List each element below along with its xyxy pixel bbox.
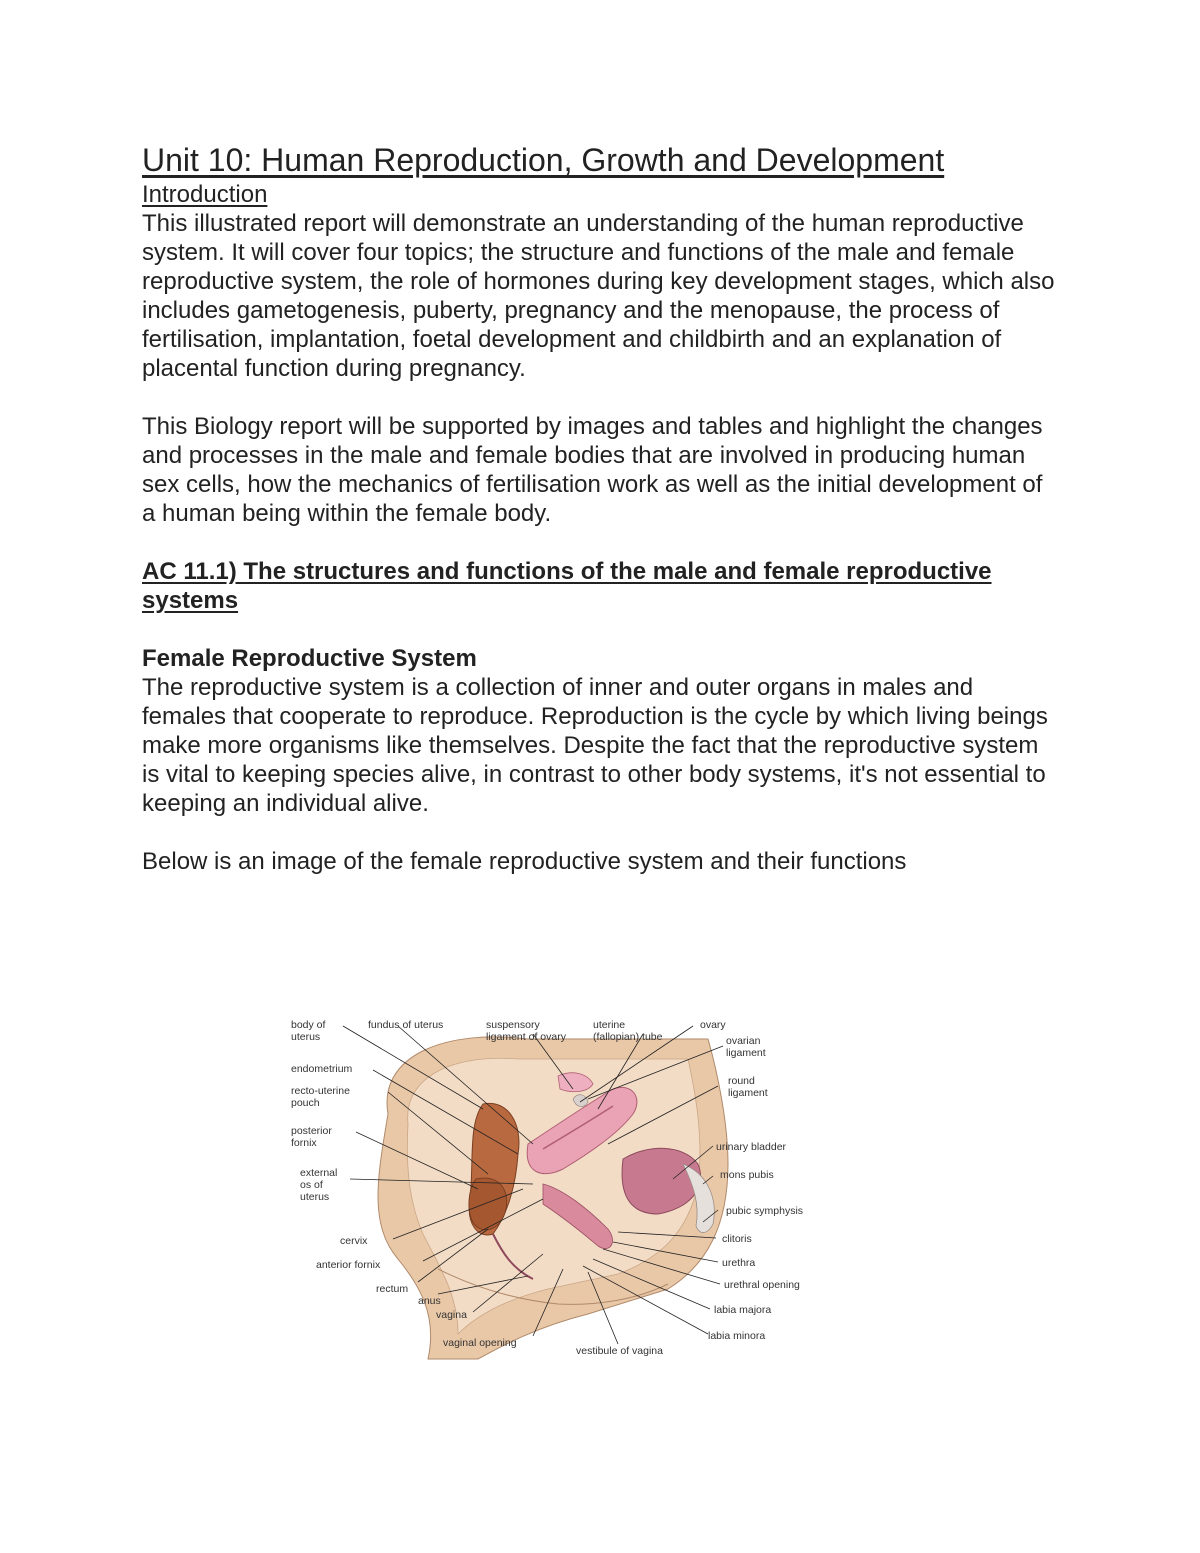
label-rectum: rectum xyxy=(376,1283,409,1295)
label-external-os-3: uterus xyxy=(300,1191,330,1203)
label-vestibule: vestibule of vagina xyxy=(576,1345,663,1357)
label-vagina: vagina xyxy=(436,1309,467,1321)
label-body-of-uterus-1: body of xyxy=(291,1019,326,1031)
label-urinary-bladder: urinary bladder xyxy=(716,1141,787,1153)
label-cervix: cervix xyxy=(340,1235,368,1247)
section-paragraph-1: The reproductive system is a collection of inner and outer organs in males and females that cooperate to reproduce. Reproduction is the cycle by which living beings make more organisms like themselves. Despite the fact that the reproductive system is vital to keeping species alive, in contrast to other body systems, it's not essential to keeping an individual alive. xyxy=(142,674,1048,817)
label-external-os-2: os of xyxy=(300,1179,323,1191)
label-round-ligament-2: ligament xyxy=(728,1087,768,1099)
label-ovary: ovary xyxy=(700,1019,726,1031)
label-ovarian-ligament-2: ligament xyxy=(726,1047,766,1059)
document-body xyxy=(142,140,1062,876)
label-urethral-opening: urethral opening xyxy=(724,1279,800,1291)
intro-paragraph-1: This illustrated report will demonstrate an understanding of the human reproductive system. It will cover four topics; the structure and functions of the male and female reproductive system, the role of hormones during key development stages, which also includes gametogenesis, puberty, pregnancy and the menopause, the process of fertilisation, implantation, foetal development and childbirth and an explanation of placental function during pregnancy. xyxy=(142,210,1055,382)
label-suspensory-2: ligament of ovary xyxy=(486,1031,566,1043)
label-external-os-1: external xyxy=(300,1167,338,1179)
label-suspensory-1: suspensory xyxy=(486,1019,540,1031)
label-uterine-tube-1: uterine xyxy=(593,1019,626,1031)
label-pubic-symphysis: pubic symphysis xyxy=(726,1205,804,1217)
label-recto-uterine-2: pouch xyxy=(291,1097,320,1109)
section-heading: AC 11.1) The structures and functions of the male and female reproductive systems xyxy=(142,558,992,614)
label-round-ligament-1: round xyxy=(728,1075,755,1087)
anatomy-illustration xyxy=(378,1037,728,1359)
label-mons-pubis: mons pubis xyxy=(720,1169,774,1181)
label-uterine-tube-2: (fallopian) tube xyxy=(593,1031,663,1043)
label-labia-majora: labia majora xyxy=(714,1304,772,1316)
label-body-of-uterus-2: uterus xyxy=(291,1031,321,1043)
label-anus: anus xyxy=(418,1295,441,1307)
label-endometrium: endometrium xyxy=(291,1063,353,1075)
label-urethra: urethra xyxy=(722,1257,756,1269)
label-clitoris: clitoris xyxy=(722,1233,752,1245)
section-paragraph-2: Below is an image of the female reproductive system and their functions xyxy=(142,848,907,875)
female-system-heading: Female Reproductive System xyxy=(142,645,477,672)
label-labia-minora: labia minora xyxy=(708,1330,766,1342)
page-title: Unit 10: Human Reproduction, Growth and Development xyxy=(142,142,945,178)
label-posterior-fornix-1: posterior xyxy=(291,1125,332,1137)
intro-paragraph-2: This Biology report will be supported by images and tables and highlight the changes and processes in the male and female bodies that are involved in producing human sex cells, how the mechanics of fertilisation work as well as the initial development of a human being within the female body. xyxy=(142,413,1043,527)
label-ovarian-ligament-1: ovarian xyxy=(726,1035,761,1047)
label-recto-uterine-1: recto-uterine xyxy=(291,1085,350,1097)
label-vaginal-opening: vaginal opening xyxy=(443,1337,517,1349)
female-reproductive-diagram xyxy=(288,1014,823,1361)
introduction-heading: Introduction xyxy=(142,181,268,208)
label-fundus: fundus of uterus xyxy=(368,1019,444,1031)
label-posterior-fornix-2: fornix xyxy=(291,1137,317,1149)
label-anterior-fornix: anterior fornix xyxy=(316,1259,381,1271)
